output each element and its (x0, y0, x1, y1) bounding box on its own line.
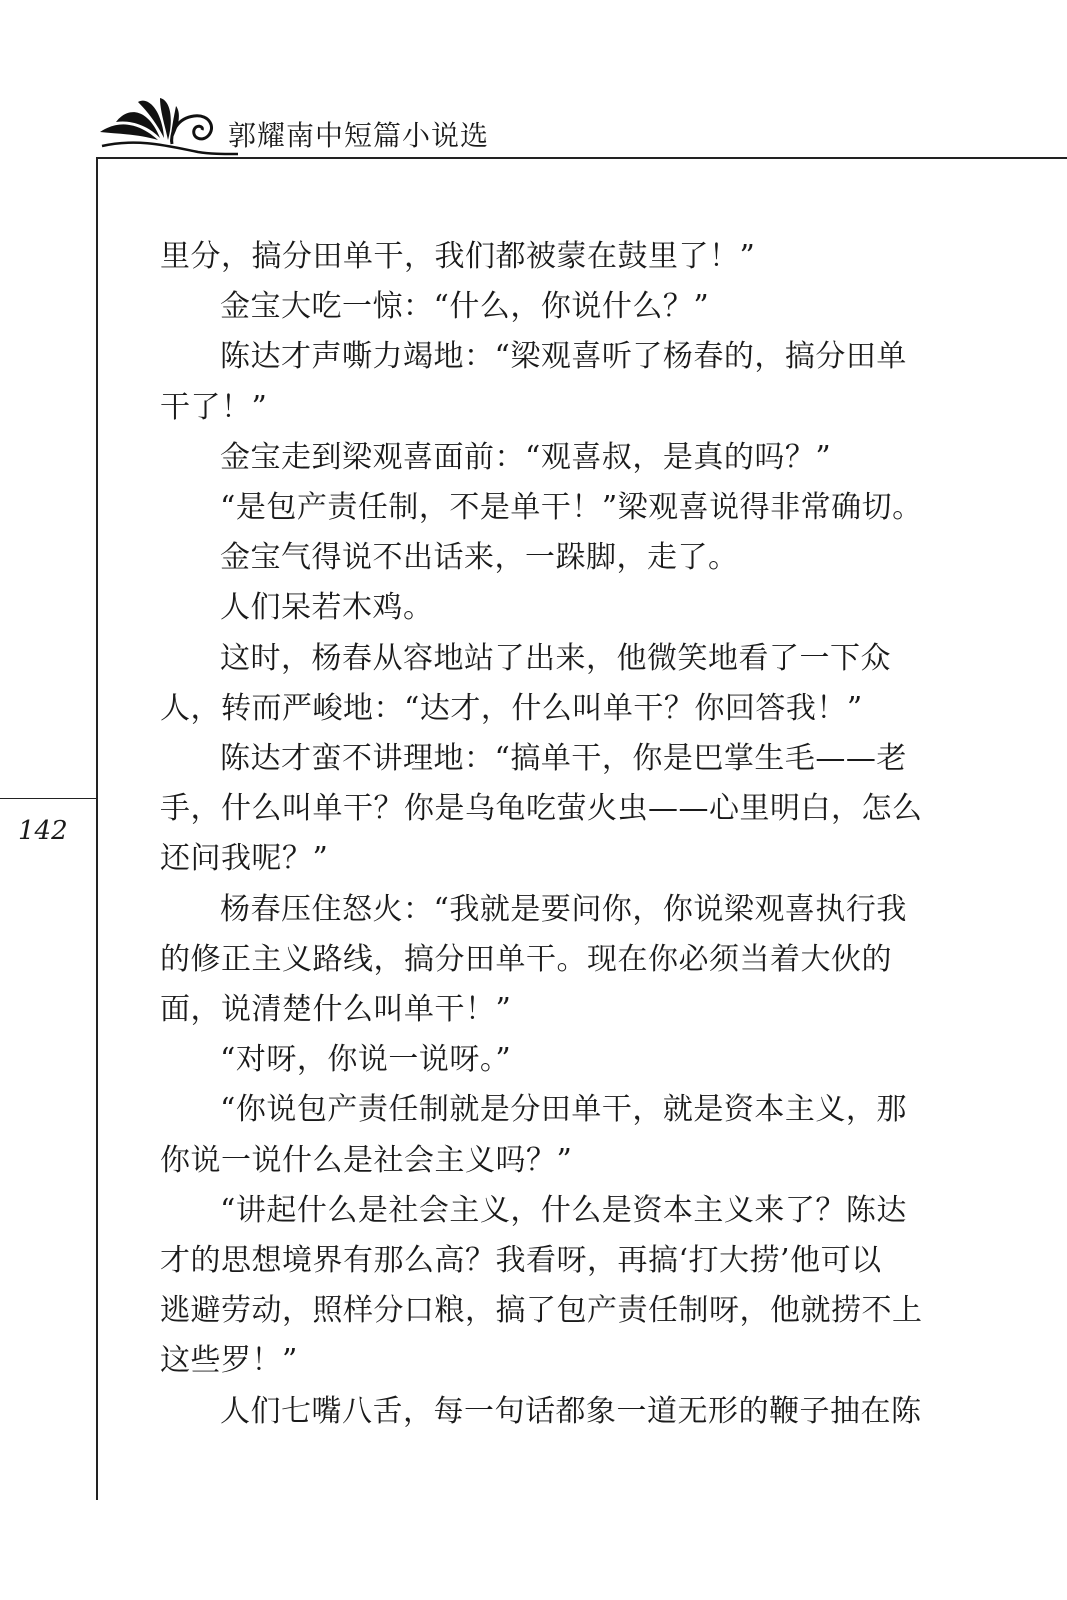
text-line: 逃避劳动，照样分口粮，搞了包产责任制呀，他就捞不上 (160, 1293, 923, 1329)
text-line: 手，什么叫单干？你是乌龟吃萤火虫——心里明白，怎么 (160, 791, 923, 827)
text-line: 干了！” (160, 389, 268, 425)
text-line: 还问我呢？” (160, 841, 329, 877)
text-line: 陈达才声嘶力竭地：“梁观喜听了杨春的，搞分田单 (220, 339, 907, 375)
text-line: “讲起什么是社会主义，什么是资本主义来了？陈达 (220, 1192, 907, 1228)
text-line: 陈达才蛮不讲理地：“搞单干，你是巴掌生毛——老 (220, 741, 907, 776)
text-line: “对呀，你说一说呀。” (220, 1042, 512, 1078)
book-title: 郭耀南中短篇小说选 (228, 119, 490, 152)
text-line: 这时，杨春从容地站了出来，他微笑地看了一下众 (220, 640, 891, 676)
text-line: “是包产责任制，不是单干！”梁观喜说得非常确切。 (220, 490, 923, 525)
page-number-rule (0, 798, 97, 799)
text-line: 面，说清楚什么叫单干！” (160, 992, 512, 1027)
left-margin-rule (96, 157, 98, 1500)
text-line: 人，转而严峻地：“达才，什么叫单干？你回答我！” (160, 690, 863, 726)
text-line: 的修正主义路线，搞分田单干。现在你必须当着大伙的 (160, 941, 892, 977)
text-line: 这些罗！” (160, 1343, 298, 1379)
text-line: 里分，搞分田单干，我们都被蒙在鼓里了！” (160, 239, 756, 274)
page-number: 142 (18, 816, 68, 846)
text-line: 你说一说什么是社会主义吗？” (160, 1142, 573, 1178)
header-rule (98, 157, 1067, 159)
text-line: 金宝大吃一惊：“什么，你说什么？” (220, 289, 710, 325)
decorative-flourish-icon (98, 92, 238, 162)
text-line: 人们呆若木鸡。 (220, 590, 434, 626)
text-line: “你说包产责任制就是分田单干，就是资本主义，那 (220, 1092, 907, 1128)
text-line: 人们七嘴八舌，每一句话都象一道无形的鞭子抽在陈 (220, 1393, 922, 1429)
text-line: 杨春压住怒火：“我就是要问你，你说梁观喜执行我 (220, 891, 907, 927)
text-line: 金宝走到梁观喜面前：“观喜叔，是真的吗？” (220, 439, 832, 475)
text-line: 金宝气得说不出话来，一跺脚，走了。 (220, 540, 739, 576)
text-line: 才的思想境界有那么高？我看呀，再搞‘打大捞’他可以 (160, 1243, 882, 1278)
